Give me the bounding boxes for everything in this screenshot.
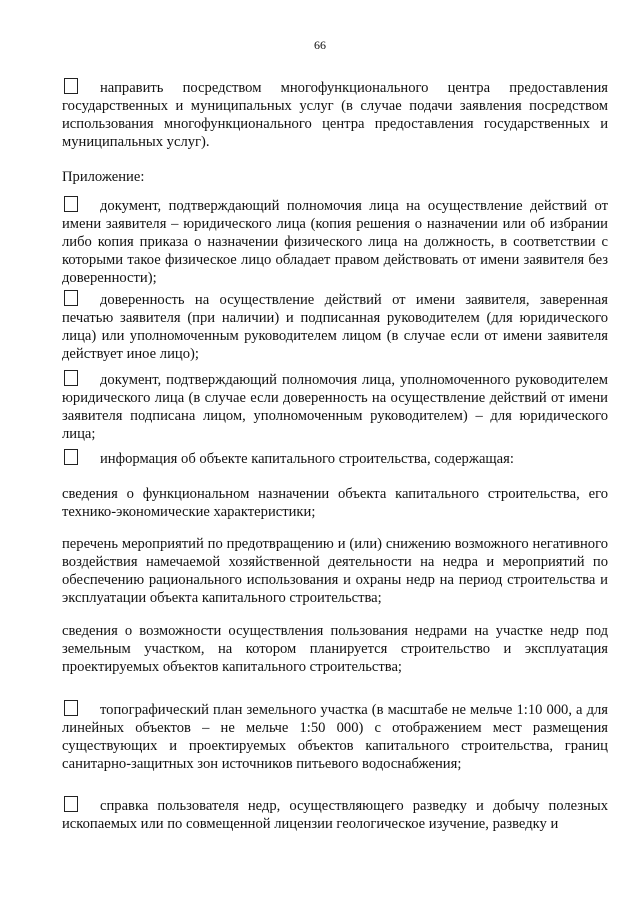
checkbox-authorized-head-document[interactable] — [64, 370, 78, 386]
item-text: сведения о возможности осуществления пользования недрами на участке недр под земельным участком, на котором планируется строительство и эксплуатация проектируемых объектов капитального строительства; — [62, 623, 608, 675]
item-subsoil-user-certificate — [62, 796, 608, 833]
item-authorized-head-document — [62, 370, 608, 443]
checkbox-subsoil-user-certificate[interactable] — [64, 796, 78, 812]
item-power-of-attorney — [62, 290, 608, 363]
checkbox-construction-info[interactable] — [64, 449, 78, 465]
appendix-heading-text: Приложение: — [62, 169, 145, 185]
item-text: направить посредством многофункционального центра предоставления государственных и муниципальных услуг (в случае подачи заявления посредством использования многофункционального центра предоставления государственных и муниципальных услуг). — [62, 80, 608, 150]
item-functional-purpose — [62, 485, 608, 521]
item-text: справка пользователя недр, осуществляющего разведку и добычу полезных ископаемых или по совмещенной лицензии геологическое изучение, разведку и — [62, 798, 608, 832]
item-authority-document — [62, 196, 608, 287]
appendix-heading — [62, 168, 608, 186]
item-send-mfc — [62, 78, 608, 151]
item-text: документ, подтверждающий полномочия лица, уполномоченного руководителем юридического лица (в случае если доверенность на осуществление действий от имени заявителя подписана лицом, уполномоченным руководителем) – для юридического лица; — [62, 372, 608, 442]
checkbox-send-mfc[interactable] — [64, 78, 78, 94]
checkbox-authority-document[interactable] — [64, 196, 78, 212]
item-text: доверенность на осуществление действий от имени заявителя, заверенная печатью заявителя (при наличии) и подписанная руководителем (для юридического лица) или уполномоченным руководителем лицом (в случае если от имени заявителя действует иное лицо); — [62, 292, 608, 362]
item-subsoil-possibility — [62, 622, 608, 676]
item-construction-info — [62, 449, 608, 468]
item-text: перечень мероприятий по предотвращению и (или) снижению возможного негативного воздействия намечаемой хозяйственной деятельности на недра и мероприятий по обеспечению рационального использования и охраны недр на период строительства и эксплуатации объекта капитального строительства; — [62, 536, 608, 606]
item-text: информация об объекте капитального строительства, содержащая: — [100, 451, 514, 467]
item-topographic-plan — [62, 700, 608, 773]
item-text: топографический план земельного участка (в масштабе не мельче 1:10 000, а для линейных объектов – не мельче 1:50 000) с отображением мест размещения существующих и проектируемых объектов капитального строительства, границ санитарно-защитных зон источников питьевого водоснабжения; — [62, 702, 608, 772]
item-text: сведения о функциональном назначении объекта капитального строительства, его технико-экономические характеристики; — [62, 486, 608, 520]
checkbox-topographic-plan[interactable] — [64, 700, 78, 716]
item-prevention-measures — [62, 535, 608, 607]
page-number: 66 — [314, 38, 326, 52]
item-text: документ, подтверждающий полномочия лица на осуществление действий от имени заявителя – юридического лица (копия решения о назначении или об избрании либо копия приказа о назначении физического лица на должность, в соответствии с которыми такое физическое лицо обладает правом действовать от имени заявителя без доверенности); — [62, 198, 608, 286]
checkbox-power-of-attorney[interactable] — [64, 290, 78, 306]
